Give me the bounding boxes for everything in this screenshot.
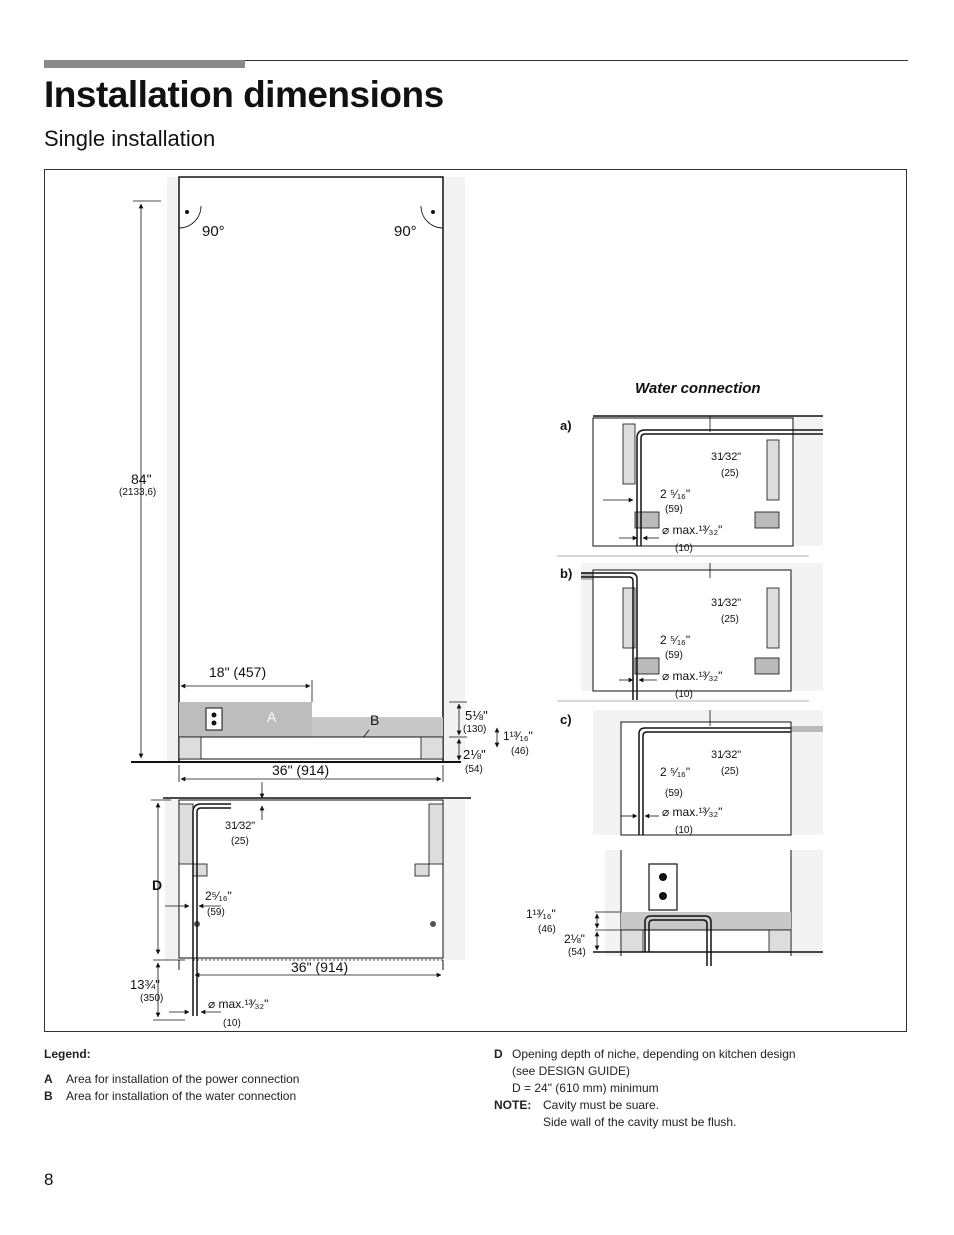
- legend-note: [494, 1097, 904, 1114]
- section-subtitle: Single installation: [44, 126, 216, 151]
- c-dim-2-1-8-label: 2⅛": [564, 932, 585, 946]
- c-dim-31-32-mm-label: (25): [721, 766, 739, 777]
- legend-key-a: A: [44, 1072, 53, 1086]
- area-a-label: A: [267, 709, 277, 725]
- angle-left-label: 90°: [202, 223, 225, 240]
- area-a: [179, 702, 312, 737]
- top-dim-2-5-16-label: 2⁵⁄₁₆": [205, 889, 232, 903]
- water-option-c: [526, 710, 823, 966]
- height-label: 84": [131, 471, 152, 487]
- legend-right: [494, 1046, 904, 1131]
- dim-1-13-16-label: 1¹³⁄₁₆": [503, 729, 533, 743]
- legend-text-b: Area for installation of the water connection: [66, 1089, 297, 1103]
- outlet-icon: [649, 864, 677, 910]
- a-dim-2-5-16-mm-label: (59): [665, 504, 683, 515]
- area-b-label: B: [370, 712, 380, 728]
- c-dim-1-13-16-label: 1¹³⁄₁₆": [526, 907, 556, 921]
- dim-2-1-8-mm-label: (54): [465, 764, 483, 775]
- legend-note-key: NOTE:: [494, 1098, 532, 1112]
- outlet-icon: [206, 708, 222, 730]
- installation-diagram: [44, 169, 907, 1032]
- top-width-label: 36" (914): [291, 959, 349, 975]
- legend-text-a: Area for installation of the power connection: [66, 1072, 300, 1086]
- a-dim-31-32-mm-label: (25): [721, 468, 739, 479]
- legend-text-d3: D = 24" (610 mm) minimum: [512, 1081, 659, 1095]
- b-dim-31-32-mm-label: (25): [721, 614, 739, 625]
- legend-key-b: B: [44, 1089, 53, 1103]
- water-connection-title: Water connection: [635, 380, 761, 397]
- dim-51-8-mm-label: (130): [463, 724, 487, 735]
- c-dim-2-5-16-mm-label: (59): [665, 788, 683, 799]
- b-dim-2-5-16-mm-label: (59): [665, 650, 683, 661]
- legend-title: Legend:: [44, 1047, 91, 1061]
- water-connection: [526, 380, 823, 966]
- legend-left: [44, 1046, 464, 1105]
- a-dia-max-mm-label: (10): [675, 543, 693, 554]
- top-dia-max-label: ⌀ max.¹³⁄₃₂": [208, 997, 269, 1011]
- option-c-label: c): [560, 712, 572, 727]
- top-dim-31-32-label: 31⁄32": [225, 820, 256, 832]
- legend-key-d: D: [494, 1047, 503, 1061]
- water-option-a: [560, 416, 823, 554]
- legend-item-a: [44, 1071, 464, 1088]
- top-dim-13-3-4-label: 13¾": [130, 977, 160, 992]
- header-rule-accent: [44, 60, 245, 68]
- area-width-label: 18" (457): [209, 664, 267, 680]
- b-dia-max-label: ⌀ max.¹³⁄₃₂": [662, 669, 723, 683]
- dim-2-1-8-label: 2⅛": [463, 747, 486, 762]
- b-dim-31-32-label: 31⁄32": [711, 597, 742, 609]
- legend-item-b: [44, 1088, 464, 1105]
- page-title: Installation dimensions: [44, 74, 444, 115]
- top-dim-31-32-mm-label: (25): [231, 836, 249, 847]
- a-dim-2-5-16-label: 2 ⁵⁄₁₆": [660, 487, 691, 501]
- c-dia-max-label: ⌀ max.¹³⁄₃₂": [662, 805, 723, 819]
- diagram-svg: [45, 170, 906, 1031]
- front-width-label: 36" (914): [272, 762, 330, 778]
- angle-right-label: 90°: [394, 223, 417, 240]
- depth-d-label: D: [152, 877, 163, 893]
- legend-item-d: [494, 1046, 904, 1063]
- c-dim-2-1-8-mm-label: (54): [568, 947, 586, 958]
- water-option-b: [560, 563, 823, 700]
- option-a-label: a): [560, 418, 572, 433]
- legend-note-text2: Side wall of the cavity must be flush.: [543, 1115, 737, 1129]
- b-dim-2-5-16-label: 2 ⁵⁄₁₆": [660, 633, 691, 647]
- top-view: [130, 782, 471, 1029]
- legend-note-text: Cavity must be suare.: [543, 1098, 660, 1112]
- top-dim-2-5-16-mm-label: (59): [207, 907, 225, 918]
- a-dia-max-label: ⌀ max.¹³⁄₃₂": [662, 523, 723, 537]
- page-number: 8: [44, 1170, 54, 1189]
- c-dim-31-32-label: 31⁄32": [711, 749, 742, 761]
- dim-51-8-label: 5⅛": [465, 708, 488, 723]
- top-dia-max-mm-label: (10): [223, 1018, 241, 1029]
- c-dim-2-5-16-label: 2 ⁵⁄₁₆": [660, 765, 691, 779]
- a-dim-31-32-label: 31⁄32": [711, 451, 742, 463]
- c-dim-1-13-16-mm-label: (46): [538, 924, 556, 935]
- legend-text-d2: (see DESIGN GUIDE): [512, 1064, 631, 1078]
- top-dim-13-3-4-mm-label: (350): [140, 993, 164, 1004]
- option-b-label: b): [560, 566, 573, 581]
- b-dia-max-mm-label: (10): [675, 689, 693, 700]
- c-dia-max-mm-label: (10): [675, 825, 693, 836]
- height-mm-label: (2133,6): [119, 487, 157, 498]
- legend-text-d: Opening depth of niche, depending on kitchen design: [512, 1047, 796, 1061]
- dim-1-13-16-mm-label: (46): [511, 746, 529, 757]
- front-view: [119, 177, 533, 782]
